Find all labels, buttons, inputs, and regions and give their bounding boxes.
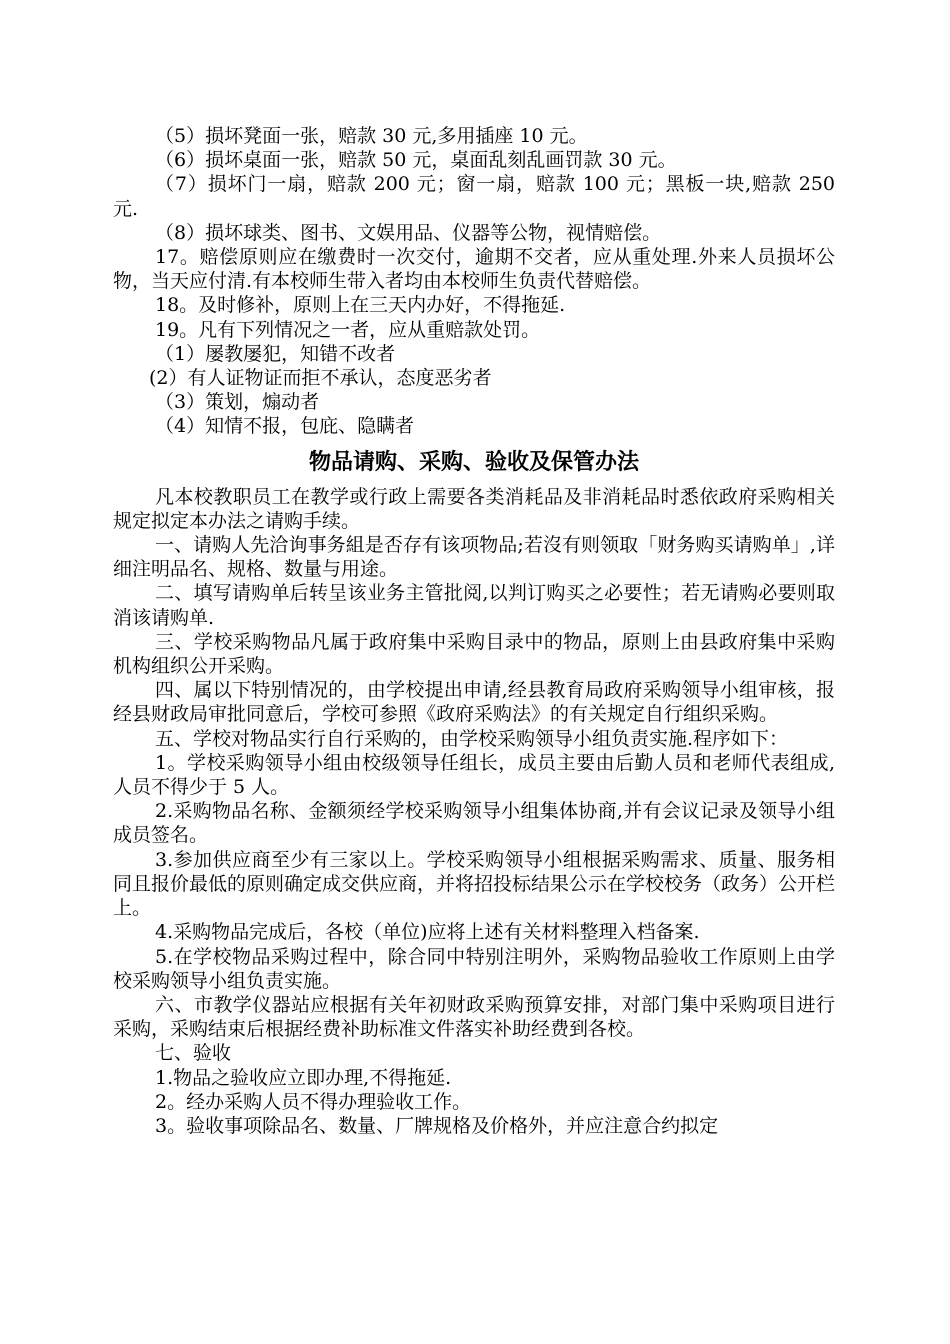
intro-paragraph: 凡本校教职员工在教学或行政上需要各类消耗品及非消耗品时悉依政府采购相关规定拟定本办法之请购手续。 [113,485,835,532]
rule-7-step-2: 2。经办采购人员不得办理验收工作。 [155,1090,472,1113]
rule-5-step-3: 3.参加供应商至少有三家以上。学校采购领导小组根据采购需求、质量、服务相同且报价最低的原则确定成交供应商，并将招投标结果公示在学校校务（政务）公开栏上。 [113,848,836,920]
rule-1: 一、请购人先洽询事务組是否存有该项物品;若沒有则领取「财务购买请购单」,详细注明品名、规格、数量与用途。 [113,534,835,581]
rule-5-step-2: 2.采购物品名称、金额须经学校采购领导小组集体协商,并有会议记录及领导小组成员签名。 [113,800,835,847]
clause-18: 18。及时修补，原则上在三天内办好，不得拖延. [155,294,566,317]
rule-5: 五、学校对物品实行自行采购的，由学校采购领导小组负责实施.程序如下： [155,727,789,750]
rule-4: 四、属以下特别情况的，由学校提出申请,经县教育局政府采购领导小组审核，报经县财政局审批同意后，学校可参照《政府采购法》的有关规定自行组织采购。 [113,679,835,726]
item-8: （8）损坏球类、图书、文娱用品、仪器等公物，视情赔偿。 [155,221,662,244]
subitem-3: （3）策划，煽动者 [155,391,320,414]
rule-7-heading: 七、验收 [155,1042,232,1065]
clause-19: 19。凡有下列情况之一者，应从重赔款处罚。 [155,318,541,341]
item-7: （7）损坏门一扇，赔款 200 元；窗一扇，赔款 100 元；黑板一块,赔款 250 元. [113,173,835,220]
subitem-2: (2）有人证物证而拒不承认，态度恶劣者 [149,367,492,390]
rule-7-step-1: 1.物品之验收应立即办理,不得拖延. [155,1066,452,1089]
clause-17: 17。赔偿原则应在缴费时一次交付，逾期不交者，应从重处理.外来人员损坏公物，当天应付清.有本校师生带入者均由本校师生负责代替赔偿。 [113,246,835,293]
rule-5-step-5: 5.在学校物品采购过程中，除合同中特别注明外，采购物品验收工作原则上由学校采购领导小组负责实施。 [113,945,835,992]
rule-7-step-3: 3。验收事项除品名、数量、厂牌规格及价格外，并应注意合约拟定 [155,1114,719,1137]
item-6: （6）损坏桌面一张，赔款 50 元，桌面乱刻乱画罚款 30 元。 [155,149,677,172]
rule-6: 六、市教学仪器站应根据有关年初财政采购预算安排，对部门集中采购项目进行采购，采购结束后根据经费补助标准文件落实补助经费到各校。 [113,993,835,1041]
section-title: 物品请购、采购、验收及保管办法 [308,448,639,475]
rule-5-step-1: 1。学校采购领导小组由校级领导任组长，成员主要由后勤人员和老师代表组成,人员不得少于 5 人。 [113,751,835,799]
subitem-4: （4）知情不报，包庇、隐瞒者 [155,415,415,438]
item-5: （5）损坏凳面一张，赔款 30 元,多用插座 10 元。 [155,125,588,147]
rule-5-step-4: 4.采购物品完成后，各校（单位)应将上述有关材料整理入档备案. [155,921,700,944]
rule-3: 三、学校采购物品凡属于政府集中采购目录中的物品，原则上由县政府集中采购机构组织公开采购。 [113,630,835,678]
subitem-1: （1）屡教屡犯，知错不改者 [155,342,396,365]
document-page [113,124,835,1138]
rule-2: 二、填写请购单后转呈该业务主管批阅,以判订购买之必要性；若无请购必要则取消该请购单. [113,582,835,629]
